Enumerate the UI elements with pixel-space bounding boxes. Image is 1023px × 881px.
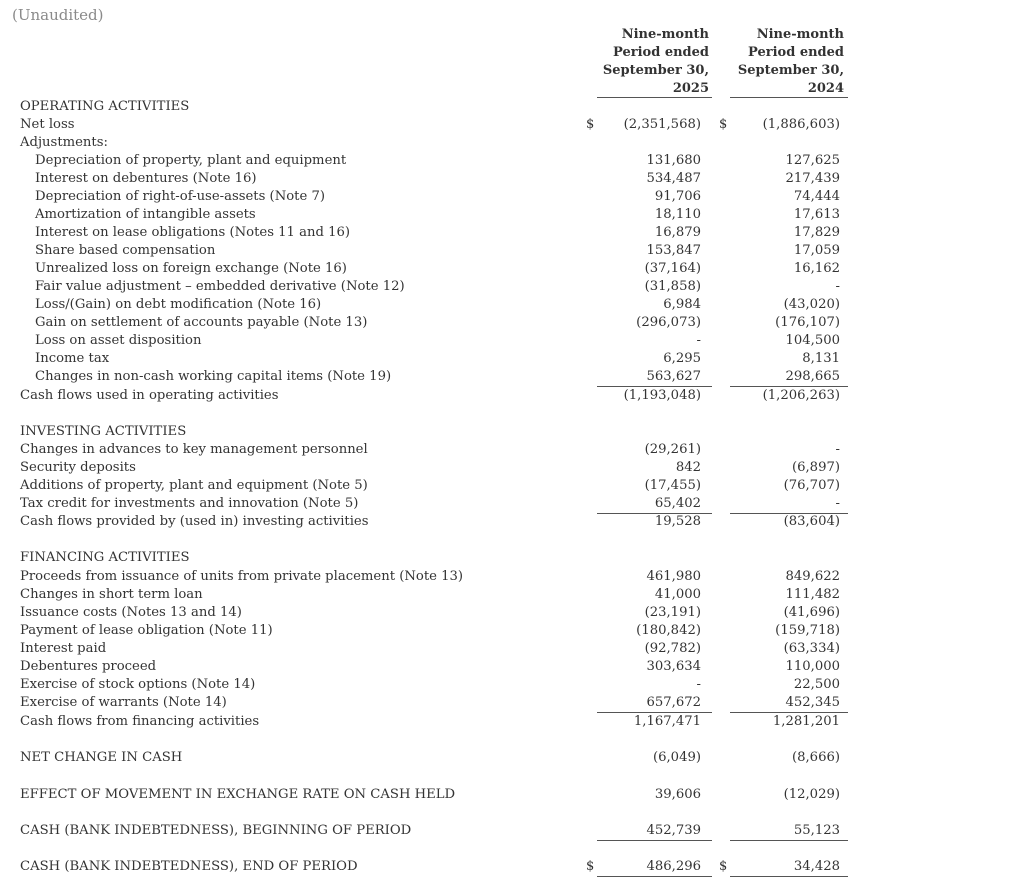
table-row <box>0 676 1023 694</box>
row-label: Debentures proceed <box>20 659 157 674</box>
value-2024: 55,123 <box>793 823 840 838</box>
value-2025: (92,782) <box>644 641 701 656</box>
value-2025: (180,842) <box>636 623 701 638</box>
row-label: Exercise of warrants (Note 14) <box>20 695 227 710</box>
column-header-line: Period ended <box>613 45 709 60</box>
value-2025: - <box>696 677 701 692</box>
value-2024: (63,334) <box>783 641 840 656</box>
row-label: Changes in non-cash working capital items (Note 19) <box>35 369 392 384</box>
column-header-line: September 30, <box>602 63 709 78</box>
row-label: Income tax <box>35 351 110 366</box>
table-row <box>0 188 1023 206</box>
value-2025: 65,402 <box>654 496 701 511</box>
value-2024: (159,718) <box>775 623 840 638</box>
column-header-line: 2024 <box>807 81 844 96</box>
value-2025: (2,351,568) <box>623 117 701 132</box>
table-row <box>0 640 1023 658</box>
currency-symbol: $ <box>719 859 728 874</box>
table-row <box>0 694 1023 712</box>
value-2025: (29,261) <box>644 442 701 457</box>
subtotal-underline <box>730 386 848 387</box>
value-2025: 303,634 <box>646 659 701 674</box>
subtotal-underline <box>597 513 712 514</box>
row-label: Tax credit for investments and innovation (Note 5) <box>20 496 359 511</box>
column-header-line: Nine-month <box>621 27 709 42</box>
value-2025: 91,706 <box>654 189 701 204</box>
currency-symbol: $ <box>586 859 595 874</box>
section-heading <box>0 98 1023 116</box>
row-label: Changes in advances to key management personnel <box>20 442 368 457</box>
value-2024: (1,206,263) <box>762 388 840 403</box>
value-2024: 127,625 <box>785 153 840 168</box>
table-row <box>0 278 1023 296</box>
total-row <box>0 387 1023 405</box>
row-label: Net loss <box>20 117 75 132</box>
column-header-line: Period ended <box>748 45 844 60</box>
table-row <box>0 822 1023 840</box>
table-row <box>0 260 1023 278</box>
table-row <box>0 314 1023 332</box>
section-heading <box>0 549 1023 567</box>
currency-symbol: $ <box>586 117 595 132</box>
table-row <box>0 622 1023 640</box>
row-label: Interest on lease obligations (Notes 11 and 16) <box>35 225 351 240</box>
subtotal-underline <box>730 712 848 713</box>
table-row <box>0 786 1023 804</box>
row-label: Proceeds from issuance of units from private placement (Note 13) <box>20 569 464 584</box>
table-row <box>0 224 1023 242</box>
value-2025: 461,980 <box>646 569 701 584</box>
row-label: FINANCING ACTIVITIES <box>20 550 190 565</box>
value-2025: 39,606 <box>654 787 701 802</box>
value-2025: 452,739 <box>646 823 701 838</box>
value-2024: 74,444 <box>793 189 840 204</box>
table-row <box>0 568 1023 586</box>
table-row <box>0 858 1023 876</box>
table-row <box>0 296 1023 314</box>
currency-symbol: $ <box>719 117 728 132</box>
value-2024: 8,131 <box>802 351 840 366</box>
subtotal-underline <box>597 712 712 713</box>
table-row <box>0 441 1023 459</box>
table-row <box>0 206 1023 224</box>
row-label: Loss on asset disposition <box>35 333 202 348</box>
value-2025: (31,858) <box>644 279 701 294</box>
value-2024: 217,439 <box>785 171 840 186</box>
row-label: Issuance costs (Notes 13 and 14) <box>20 605 242 620</box>
value-2025: 842 <box>675 460 701 475</box>
value-2025: (23,191) <box>644 605 701 620</box>
value-2024: 104,500 <box>785 333 840 348</box>
value-2024: 298,665 <box>785 369 840 384</box>
value-2024: 1,281,201 <box>772 714 840 729</box>
row-label: INVESTING ACTIVITIES <box>20 424 187 439</box>
value-2025: 1,167,471 <box>633 714 701 729</box>
subtotal-underline <box>730 876 848 877</box>
value-2024: (43,020) <box>783 297 840 312</box>
total-row <box>0 513 1023 531</box>
table-row <box>0 459 1023 477</box>
value-2025: (6,049) <box>652 750 701 765</box>
row-label: Depreciation of right-of-use-assets (Note 7) <box>35 189 326 204</box>
row-label: Loss/(Gain) on debt modification (Note 16) <box>35 297 322 312</box>
value-2024: 110,000 <box>785 659 840 674</box>
value-2024: (12,029) <box>783 787 840 802</box>
value-2025: 6,295 <box>663 351 701 366</box>
section-heading <box>0 423 1023 441</box>
value-2025: 153,847 <box>646 243 701 258</box>
column-header-2025 <box>589 26 709 98</box>
value-2025: 534,487 <box>646 171 701 186</box>
row-label: Fair value adjustment – embedded derivative (Note 12) <box>35 279 405 294</box>
value-2024: - <box>835 496 840 511</box>
value-2024: (83,604) <box>783 514 840 529</box>
value-2025: (296,073) <box>636 315 701 330</box>
row-label: NET CHANGE IN CASH <box>20 750 183 765</box>
value-2025: 486,296 <box>646 859 701 874</box>
row-label: OPERATING ACTIVITIES <box>20 99 190 114</box>
table-row <box>0 604 1023 622</box>
row-label: Interest paid <box>20 641 107 656</box>
row-label: Unrealized loss on foreign exchange (Note 16) <box>35 261 347 276</box>
value-2025: (17,455) <box>644 478 701 493</box>
value-2025: (1,193,048) <box>623 388 701 403</box>
subtotal-underline <box>597 876 712 877</box>
value-2024: 17,613 <box>793 207 840 222</box>
value-2025: (37,164) <box>644 261 701 276</box>
row-label: CASH (BANK INDEBTEDNESS), END OF PERIOD <box>20 859 358 874</box>
table-row <box>0 332 1023 350</box>
value-2024: 17,829 <box>793 225 840 240</box>
table-row <box>0 658 1023 676</box>
column-header-line: 2025 <box>672 81 709 96</box>
subtotal-underline <box>597 386 712 387</box>
row-label: Changes in short term loan <box>20 587 203 602</box>
table-row <box>0 134 1023 152</box>
row-label: Additions of property, plant and equipment (Note 5) <box>20 478 368 493</box>
table-row <box>0 477 1023 495</box>
value-2025: 16,879 <box>654 225 701 240</box>
value-2025: 563,627 <box>646 369 701 384</box>
value-2024: 452,345 <box>785 695 840 710</box>
value-2025: 657,672 <box>646 695 701 710</box>
row-label: Depreciation of property, plant and equipment <box>35 153 347 168</box>
row-label: Cash flows used in operating activities <box>20 388 279 403</box>
row-label: Gain on settlement of accounts payable (Note 13) <box>35 315 368 330</box>
value-2024: 17,059 <box>793 243 840 258</box>
row-label: Security deposits <box>20 460 136 475</box>
row-label: Adjustments: <box>20 135 108 150</box>
table-row <box>0 350 1023 368</box>
row-label: Cash flows provided by (used in) investing activities <box>20 514 369 529</box>
value-2025: 131,680 <box>646 153 701 168</box>
total-row <box>0 713 1023 731</box>
value-2024: 22,500 <box>793 677 840 692</box>
column-header-line: September 30, <box>737 63 844 78</box>
value-2024: (76,707) <box>783 478 840 493</box>
row-label: Interest on debentures (Note 16) <box>35 171 257 186</box>
subtotal-underline <box>597 840 712 841</box>
value-2024: 849,622 <box>785 569 840 584</box>
value-2025: 6,984 <box>663 297 701 312</box>
table-row <box>0 170 1023 188</box>
value-2024: 111,482 <box>785 587 840 602</box>
value-2024: (176,107) <box>775 315 840 330</box>
value-2024: 34,428 <box>793 859 840 874</box>
row-label: CASH (BANK INDEBTEDNESS), BEGINNING OF PERIOD <box>20 823 412 838</box>
value-2025: 19,528 <box>654 514 701 529</box>
column-header-line: Nine-month <box>756 27 844 42</box>
value-2024: (6,897) <box>791 460 840 475</box>
row-label: Amortization of intangible assets <box>35 207 256 222</box>
value-2024: (41,696) <box>783 605 840 620</box>
row-label: Share based compensation <box>35 243 216 258</box>
table-row <box>0 586 1023 604</box>
row-label: Payment of lease obligation (Note 11) <box>20 623 273 638</box>
value-2024: (1,886,603) <box>762 117 840 132</box>
unaudited-label: (Unaudited) <box>12 6 104 24</box>
value-2024: 16,162 <box>793 261 840 276</box>
value-2025: 18,110 <box>654 207 701 222</box>
row-label: EFFECT OF MOVEMENT IN EXCHANGE RATE ON CASH HELD <box>20 787 456 802</box>
value-2024: (8,666) <box>791 750 840 765</box>
table-row <box>0 242 1023 260</box>
table-row <box>0 152 1023 170</box>
table-row <box>0 495 1023 513</box>
value-2025: 41,000 <box>654 587 701 602</box>
table-row <box>0 368 1023 386</box>
subtotal-underline <box>730 840 848 841</box>
row-label: Exercise of stock options (Note 14) <box>20 677 256 692</box>
table-row <box>0 749 1023 767</box>
row-label: Cash flows from financing activities <box>20 714 260 729</box>
column-header-2024 <box>724 26 844 98</box>
table-row <box>0 116 1023 134</box>
value-2024: - <box>835 442 840 457</box>
value-2024: - <box>835 279 840 294</box>
value-2025: - <box>696 333 701 348</box>
subtotal-underline <box>730 513 848 514</box>
